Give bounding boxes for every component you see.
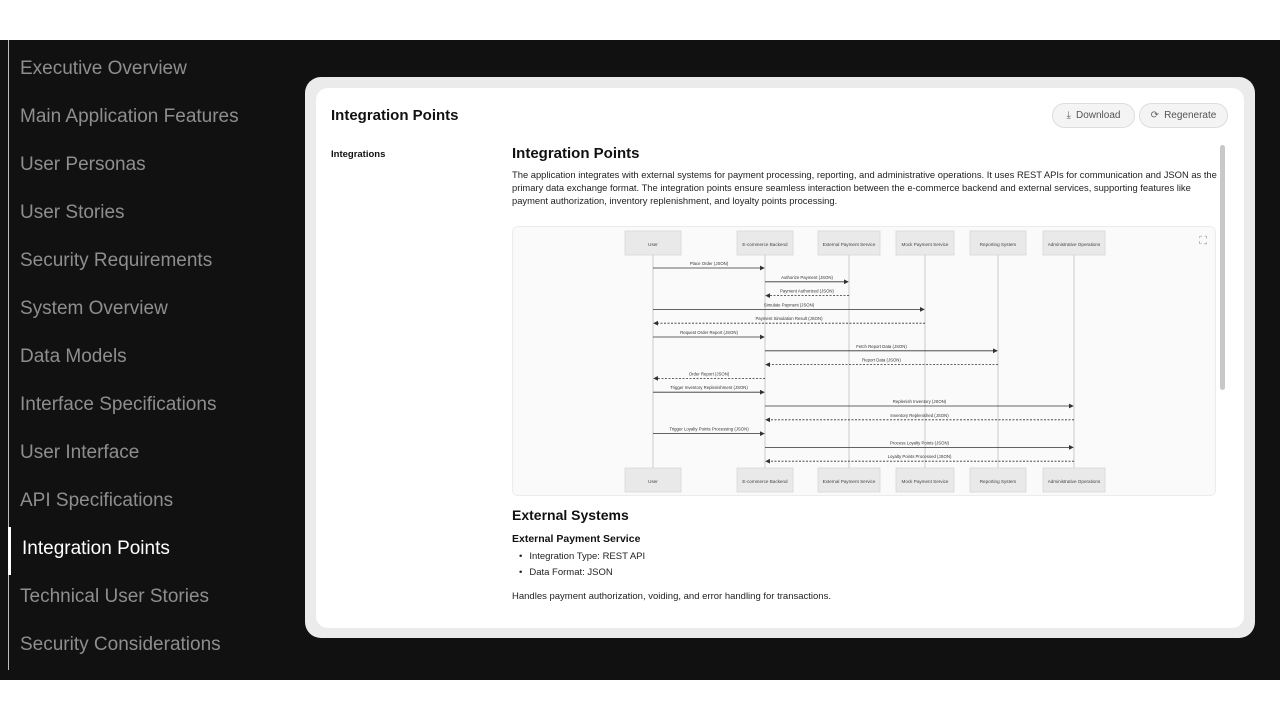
sequence-message [765,399,1073,406]
app-window [0,40,1280,680]
message-label: Trigger Loyalty Points Processing (JSON) [669,426,749,432]
message-label: Replenish Inventory (JSON) [892,399,947,404]
download-button[interactable] [1052,103,1135,128]
content-panel [316,88,1244,628]
message-label: Order Report (JSON) [688,371,730,377]
sidebar-item[interactable]: User Stories [20,202,125,223]
participant-box [970,231,1026,255]
sequence-message [654,316,925,323]
message-label: Simulate Payment (JSON) [763,302,815,308]
document-body [512,145,1217,628]
list-item: • Integration Type: REST API [519,549,645,565]
participant-label: Reporting System [979,242,1017,247]
sidebar-item[interactable]: Security Requirements [20,250,213,271]
sidebar-item[interactable]: User Interface [20,442,140,463]
sequence-message [653,261,764,268]
message-label: Report Data (JSON) [862,357,901,363]
regenerate-label: Regenerate [1164,110,1217,121]
sequence-message [654,371,765,378]
participant-label: Administrative Operations [1047,479,1101,484]
external-system-details [519,549,645,581]
participant-box [896,468,954,492]
sequence-message [765,440,1073,447]
sequence-message [653,330,764,337]
download-label: Download [1075,110,1121,121]
participant-label: Mock Payment Service [901,479,949,484]
sidebar-item[interactable]: Technical User Stories [20,586,210,607]
sequence-diagram [512,226,1216,496]
expand-icon[interactable]: ⛶ [1199,235,1207,247]
section-nav-label[interactable]: Integrations [331,149,386,160]
sidebar-item[interactable]: Main Application Features [20,106,239,127]
participant-box [818,468,880,492]
list-item: • Data Format: JSON [519,565,645,581]
sidebar [0,40,300,680]
sidebar-item[interactable]: Data Models [20,346,127,367]
participant-label: Reporting System [979,479,1017,484]
download-icon: ⤓ [1066,110,1071,121]
sidebar-item[interactable]: Integration Points [22,538,170,559]
message-label: Loyalty Points Processed (JSON) [887,454,952,460]
participant-box [625,231,681,255]
sequence-message [653,302,924,309]
participant-label: External Payment Service [822,242,876,247]
panel-title: Integration Points [331,107,459,124]
participant-box [737,468,793,492]
external-system-name: External Payment Service [512,533,641,545]
sequence-message [653,427,764,434]
participant-box [1043,468,1105,492]
message-label: Fetch Report Data (JSON) [856,343,907,349]
participant-box [625,468,681,492]
regenerate-button[interactable] [1139,103,1228,128]
message-label: Payment Authorized (JSON) [780,288,834,294]
participant-box [1043,231,1105,255]
participant-label: User [648,242,658,247]
sequence-message [653,385,764,392]
message-label: Payment Simulation Result (JSON) [755,316,823,322]
participant-label: External Payment Service [822,479,876,484]
sequence-message [765,275,848,282]
participant-label: Administrative Operations [1047,242,1101,247]
participant-label: Mock Payment Service [901,242,949,247]
sequence-diagram-svg [513,227,1217,497]
message-label: Authorize Payment (JSON) [781,274,833,280]
message-label: Place Order (JSON) [689,261,729,266]
sidebar-item[interactable]: System Overview [20,298,168,319]
participant-box [737,231,793,255]
participant-label: E-commerce Backend [742,242,788,247]
message-label: Inventory Replenished (JSON) [890,412,949,418]
sidebar-active-indicator [8,527,11,575]
sequence-message [766,454,1074,461]
sidebar-item[interactable]: Executive Overview [20,58,187,79]
doc-intro: The application integrates with external systems for payment processing, reporting, and administrative operations. It uses REST APIs for communication and JSON as the primary data exchange format. The integration points ensure seamless interaction between the e-commerce backend and external services, supporting features like payment authorization, inventory replenishment, and loyalty points processing. [512,169,1217,206]
participant-label: E-commerce Backend [742,479,788,484]
message-label: Request Order Report (JSON) [680,330,738,335]
participant-box [896,231,954,255]
scrollbar[interactable] [1220,145,1225,390]
message-label: Trigger Inventory Replenishment (JSON) [670,385,748,391]
sidebar-item[interactable]: Interface Specifications [20,394,217,415]
external-system-description: Handles payment authorization, voiding, and error handling for transactions. [512,591,831,602]
content-card [305,77,1255,638]
sidebar-item[interactable]: User Personas [20,154,146,175]
refresh-icon: ⟳ [1150,110,1160,121]
sequence-message [766,358,998,365]
sidebar-item[interactable]: API Specifications [20,490,174,511]
participant-label: User [648,479,658,484]
sequence-message [766,289,849,296]
sequence-message [766,413,1074,420]
participant-box [818,231,880,255]
doc-heading: Integration Points [512,145,640,162]
participant-box [970,468,1026,492]
external-systems-heading: External Systems [512,507,629,523]
sequence-message [765,344,997,351]
message-label: Process Loyalty Points (JSON) [890,440,949,446]
sidebar-item[interactable]: Security Considerations [20,634,221,655]
